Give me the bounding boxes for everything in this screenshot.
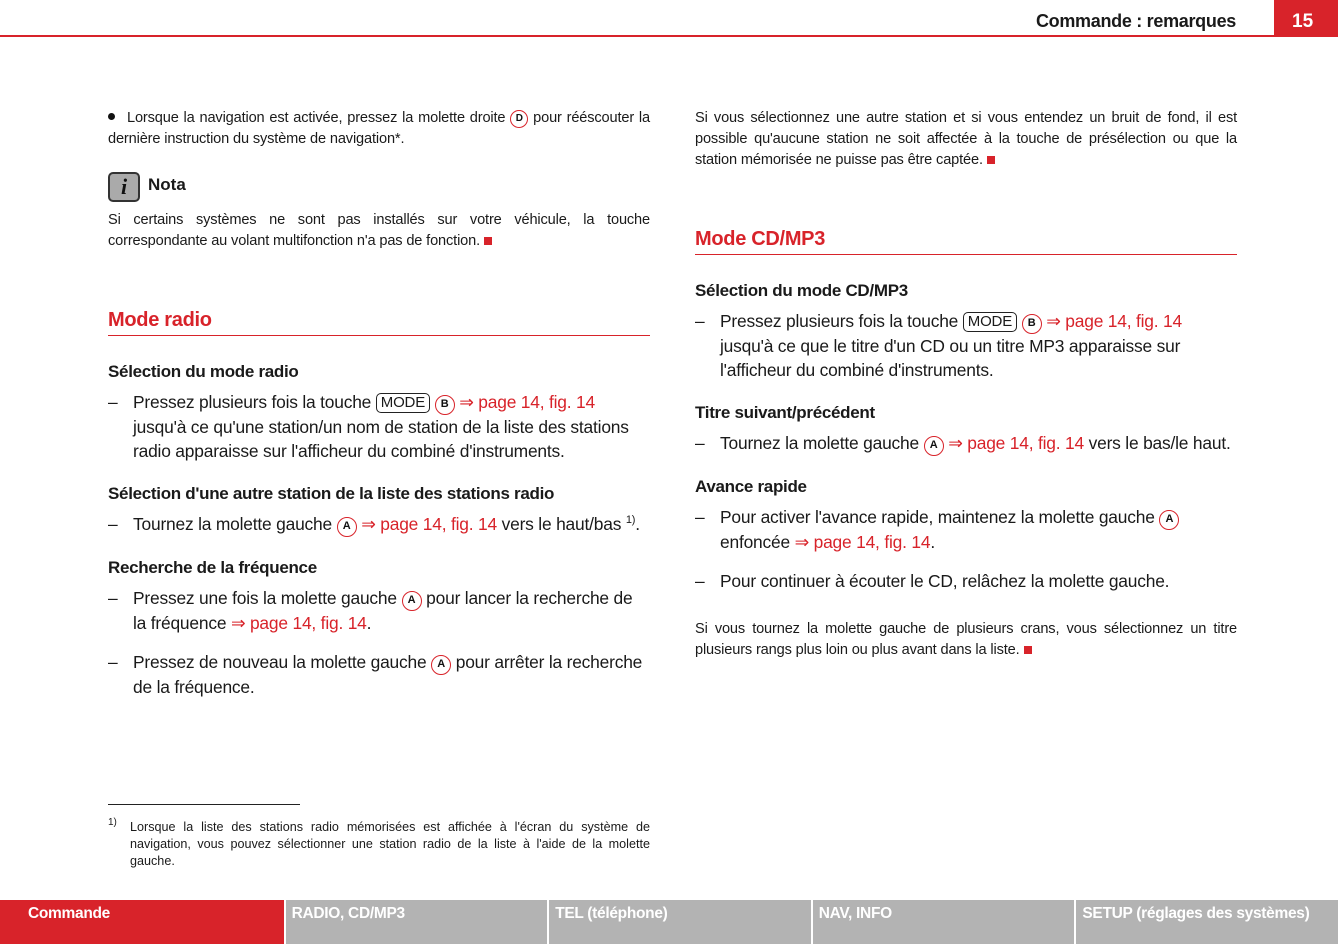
subheading: Sélection du mode radio (108, 362, 299, 381)
text: Si vous tournez la molette gauche de plusieurs crans, vous sélectionnez un titre plusieurs rangs plus loin ou plus avant dans la liste. (695, 621, 1237, 658)
dash: – (108, 588, 118, 608)
text: Tournez la molette gauche (133, 514, 337, 534)
control-a-marker: A (1159, 510, 1179, 530)
control-d-marker: D (510, 110, 528, 128)
header-rule (0, 35, 1274, 37)
dash: – (695, 507, 705, 527)
list-item (108, 390, 650, 463)
end-marker-icon (987, 156, 995, 164)
subheading: Recherche de la fréquence (108, 558, 317, 577)
list-item (695, 431, 1237, 456)
dash: – (695, 311, 705, 331)
page-ref-link[interactable]: ⇒ page 14, fig. 14 (1046, 311, 1182, 331)
outro-paragraph (695, 619, 1237, 661)
text: pour lancer la recherche de la fréquence (133, 588, 633, 633)
page-header-title: Commande : remarques (1035, 11, 1236, 31)
subheading: Avance rapide (695, 477, 807, 496)
control-a-marker: A (431, 655, 451, 675)
info-icon: i (108, 172, 140, 202)
text: Si vous sélectionnez une autre station et si vous entendez un bruit de fond, il est possible qu'aucune station ne soit affectée à la touche de présélection ou que la station mémorisée ne puisse pas être captée. (695, 110, 1237, 168)
control-b-marker: B (1022, 314, 1042, 334)
list-item (695, 569, 1237, 593)
dash: – (108, 392, 118, 412)
nota-title: Nota (148, 175, 186, 194)
mode-key: MODE (963, 312, 1017, 332)
list-item (108, 586, 650, 635)
text: Si certains systèmes ne sont pas installés sur votre véhicule, la touche correspondante au volant multifonction n'a pas de fonction. (108, 212, 650, 249)
footnote-area (108, 804, 650, 870)
page-ref-link[interactable]: ⇒ page 14, fig. 14 (361, 514, 497, 534)
list-item (695, 505, 1237, 554)
text: Pressez une fois la molette gauche (133, 588, 402, 608)
mode-key: MODE (376, 393, 430, 413)
text: enfoncée (720, 532, 795, 552)
end-marker-icon (484, 237, 492, 245)
dash: – (695, 571, 705, 591)
dash: – (108, 652, 118, 672)
footnote-text: Lorsque la liste des stations radio mémorisées est affichée à l'écran du système de navigation, vous pouvez sélectionner une station radio de la liste à l'aide de la molette gauche. (130, 820, 650, 868)
left-column (108, 108, 650, 870)
dash: – (108, 514, 118, 534)
section-heading-radio: Mode radio (108, 308, 650, 336)
nota-heading (108, 172, 650, 202)
control-a-marker: A (924, 436, 944, 456)
text: jusqu'à ce que le titre d'un CD ou un titre MP3 apparaisse sur l'afficheur du combiné d'instruments. (720, 336, 1181, 380)
footnote-rule (108, 804, 300, 805)
text: Pour activer l'avance rapide, maintenez la molette gauche (720, 507, 1160, 527)
text: Pressez plusieurs fois la touche (720, 311, 963, 331)
text: Pressez plusieurs fois la touche (133, 392, 376, 412)
intro-paragraph (695, 108, 1237, 171)
text: vers le haut/bas (496, 514, 626, 534)
text: Tournez la molette gauche (720, 433, 924, 453)
subheading: Titre suivant/précédent (695, 403, 875, 422)
chapter-tabs (0, 900, 1338, 944)
control-a-marker: A (402, 591, 422, 611)
text: vers le bas/le haut. (1083, 433, 1231, 453)
page-ref-link[interactable]: ⇒ page 14, fig. 14 (948, 433, 1084, 453)
subheading: Sélection d'une autre station de la liste des stations radio (108, 484, 555, 503)
list-item (108, 512, 650, 537)
nota-text (108, 210, 650, 252)
tab-radio-cd[interactable]: RADIO, CD/MP3 (286, 900, 548, 944)
text: . (366, 613, 372, 633)
text: pour arrêter la recherche de la fréquence. (133, 652, 643, 697)
tab-nav-info[interactable]: NAV, INFO (813, 900, 1075, 944)
bullet-paragraph (108, 108, 650, 150)
end-marker-icon (1024, 646, 1032, 654)
text: Pour continuer à écouter le CD, relâchez la molette gauche. (720, 571, 1170, 591)
right-column (695, 108, 1237, 661)
section-heading-cd: Mode CD/MP3 (695, 227, 1237, 255)
tab-setup[interactable]: SETUP (réglages des systèmes) (1076, 900, 1338, 944)
footnote: 1) Lorsque la liste des stations radio mémorisées est affichée à l'écran du système de navigation, vous pouvez sélectionner une station radio de la liste à l'aide de la molette gauche. (108, 817, 650, 868)
text: . (635, 514, 640, 534)
text: Pressez de nouveau la molette gauche (133, 652, 432, 672)
list-item (108, 650, 650, 699)
text: jusqu'à ce qu'une station/un nom de station de la liste des stations radio apparaisse sur l'afficheur du combiné d'instruments. (133, 417, 629, 461)
tab-tel[interactable]: TEL (téléphone) (549, 900, 811, 944)
text: . (930, 532, 935, 552)
list-item (695, 309, 1237, 382)
tab-commande[interactable]: Commande (0, 900, 284, 944)
page-ref-link[interactable]: ⇒ page 14, fig. 14 (230, 613, 367, 633)
control-a-marker: A (337, 517, 357, 537)
page-ref-link[interactable]: ⇒ page 14, fig. 14 (459, 392, 595, 412)
bullet-icon (108, 113, 115, 120)
page-ref-link[interactable]: ⇒ page 14, fig. 14 (794, 532, 931, 552)
subheading: Sélection du mode CD/MP3 (695, 281, 908, 300)
text: Lorsque la navigation est activée, pressez la molette droite (127, 110, 506, 126)
text: pour rééscouter la dernière instruction du système de navigation*. (108, 110, 650, 147)
page-number: 15 (1274, 0, 1338, 37)
control-b-marker: B (435, 395, 455, 415)
dash: – (695, 433, 705, 453)
footnote-ref[interactable]: 1) (625, 514, 636, 527)
